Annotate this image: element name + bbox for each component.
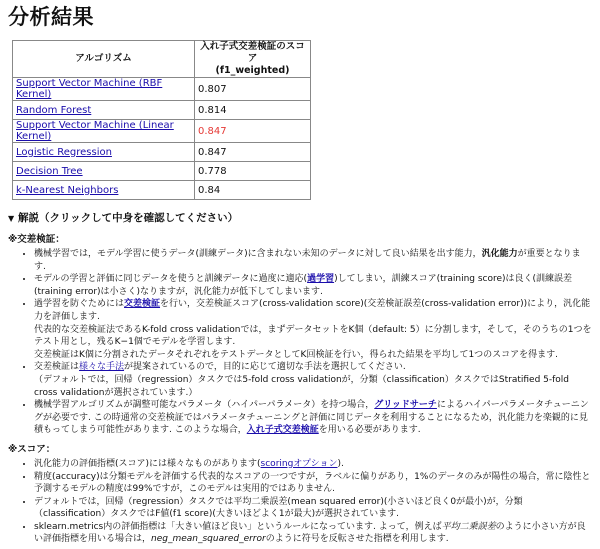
- details-summary-label[interactable]: 解説（クリックして中身を確認してください）: [18, 212, 239, 224]
- cv-text: )してしまい，訓練スコア(training score)は良く(訓練誤差(training error)は小さく)なりますが，汎化能力が低下してしまいます.: [34, 274, 573, 297]
- cv-text: を用いる必要があります.: [318, 425, 421, 436]
- cv-text: 機械学習では，モデル学習に使うデータ(訓練データ)に含まれない未知のデータに対して良い結果を出す能力，: [34, 249, 482, 259]
- table-row: [13, 162, 311, 181]
- details-explanation: [8, 209, 592, 546]
- cv-text: を行い，交差検証スコア(cross-validation score)(交差検証誤差(cross-validation error))により，汎化能力を評価します.: [34, 299, 591, 322]
- table-row: [13, 181, 311, 200]
- list-item: [34, 496, 592, 521]
- cv-bold: 汎化能力: [481, 249, 518, 259]
- cv-text: （デフォルトでは，回帰（regression）タスクでは5-fold cross validationが，分類（classification）タスクではStratified 5-fold cross validationが選択されています.）: [34, 374, 570, 398]
- score-value: 0.778: [195, 162, 311, 181]
- score-list: [8, 458, 592, 546]
- list-item: [34, 521, 592, 546]
- list-item: [34, 458, 592, 471]
- page-title: 分析結果: [8, 5, 94, 29]
- score-value: 0.807: [195, 78, 311, 101]
- table-row: [13, 78, 311, 101]
- list-item: [34, 298, 592, 361]
- score-value: 0.814: [195, 101, 311, 120]
- cv-text: によるハイパーパラメータチューニングが必要です. この時通常の交差検証ではパラメータチューニングと評価に同じデータを利用することになるため，汎化能力を楽観的に見積もってしまう可能性があります. このような場合，: [34, 400, 589, 436]
- cv-text: 代表的な交差検証法であるK-fold cross validationでは，まずデータセットをK個（default: 5）に分割します，そして，そのうちの1つをテスト用とし，残るK−1個でモデルを学習します.: [34, 324, 592, 348]
- details-summary[interactable]: [8, 209, 592, 227]
- algorithm-link-decision-tree[interactable]: Decision Tree: [16, 165, 83, 177]
- header-score-line1: 入れ子式交差検証のスコア: [200, 41, 305, 64]
- score-text: のように小さい方が良い評価指標を用いる場合は，: [34, 521, 586, 545]
- header-score: [195, 41, 311, 78]
- disclosure-triangle-icon[interactable]: ▼: [8, 214, 15, 223]
- score-italic: neg_mean_squared_error: [151, 534, 266, 545]
- score-italic: 平均二乗誤差: [441, 521, 496, 532]
- cv-list: [8, 248, 592, 437]
- cross-validation-link[interactable]: 交差検証: [124, 299, 161, 310]
- cv-text: 交差検証はK個に分割されたデータそれぞれをテストデータとしてK回検証を行い，得られた結果を平均して1つのスコアを得ます.: [34, 349, 559, 360]
- cv-text: 交差検証は: [34, 362, 80, 373]
- overfitting-link[interactable]: 過学習: [307, 274, 335, 285]
- cv-methods-link[interactable]: 様々な手法: [79, 362, 125, 373]
- nested-cv-link[interactable]: 入れ子式交差検証: [246, 425, 319, 436]
- score-text: 汎化能力の評価指標(スコア)には様々なものがあります(: [34, 458, 261, 469]
- score-heading: ※スコア：: [8, 443, 56, 455]
- algorithm-link-svm-linear[interactable]: Support Vector Machine (Linear Kernel): [16, 120, 174, 142]
- algorithm-link-svm-rbf[interactable]: Support Vector Machine (RBF Kernel): [16, 78, 163, 100]
- header-algorithm: アルゴリズム: [13, 41, 195, 78]
- list-item: [34, 361, 592, 399]
- algorithm-link-logistic-regression[interactable]: Logistic Regression: [16, 146, 112, 158]
- algorithm-link-knn[interactable]: k-Nearest Neighbors: [16, 184, 119, 196]
- header-score-line2: (f1_weighted): [215, 65, 290, 76]
- scoring-option-link[interactable]: scoringオプション: [260, 458, 338, 469]
- cv-text: 過学習を防ぐためには: [34, 299, 125, 310]
- score-text: のように符号を反転させた指標を利用します.: [265, 534, 449, 545]
- list-item: [34, 248, 592, 273]
- cv-text: が提案されているので，目的に応じて適切な手法を選択してください.: [124, 362, 406, 373]
- score-text: ).: [337, 458, 344, 469]
- table-row: [13, 143, 311, 162]
- score-value: 0.847: [195, 143, 311, 162]
- score-value: 0.84: [195, 181, 311, 200]
- table-row: [13, 120, 311, 143]
- list-item: [34, 273, 592, 298]
- cv-text: が重要となります.: [34, 249, 581, 272]
- list-item: [34, 399, 592, 437]
- cv-text: 機械学習アルゴリズムが調整可能なパラメータ（ハイパーパラメータ）を持つ場合，: [34, 400, 375, 411]
- algorithm-link-random-forest[interactable]: Random Forest: [16, 104, 92, 116]
- score-text: デフォルトでは，回帰（regression）タスクでは平均二乗誤差(mean squared error)(小さいほど良く0が最小)が，分類（classification）タスクではF値(f1 score)(大きいほどよく1が最大)が選択されています.: [34, 496, 523, 520]
- grid-search-link[interactable]: グリッドサーチ: [374, 400, 437, 411]
- list-item: [34, 471, 592, 496]
- score-text: 精度(accuracy)は分類モデルを評価する代表的なスコアの一つですが，ラベルに偏りがあり，1%のデータのみが陽性の場合，常に陰性と予測するモデルの精度は99%ですが，このモデルは実用的ではありません.: [34, 471, 591, 495]
- score-text: sklearn.metrics内の評価指標は「大きい値ほど良い」というルールになっています. よって，例えば: [34, 521, 442, 532]
- cv-heading: ※交差検証：: [8, 234, 65, 245]
- cv-text: モデルの学習と評価に同じデータを使うと訓練データに過度に適応(: [34, 274, 308, 285]
- table-row: [13, 101, 311, 120]
- table-header-row: [13, 41, 311, 78]
- results-table: [12, 40, 311, 200]
- score-value-best: 0.847: [195, 120, 311, 143]
